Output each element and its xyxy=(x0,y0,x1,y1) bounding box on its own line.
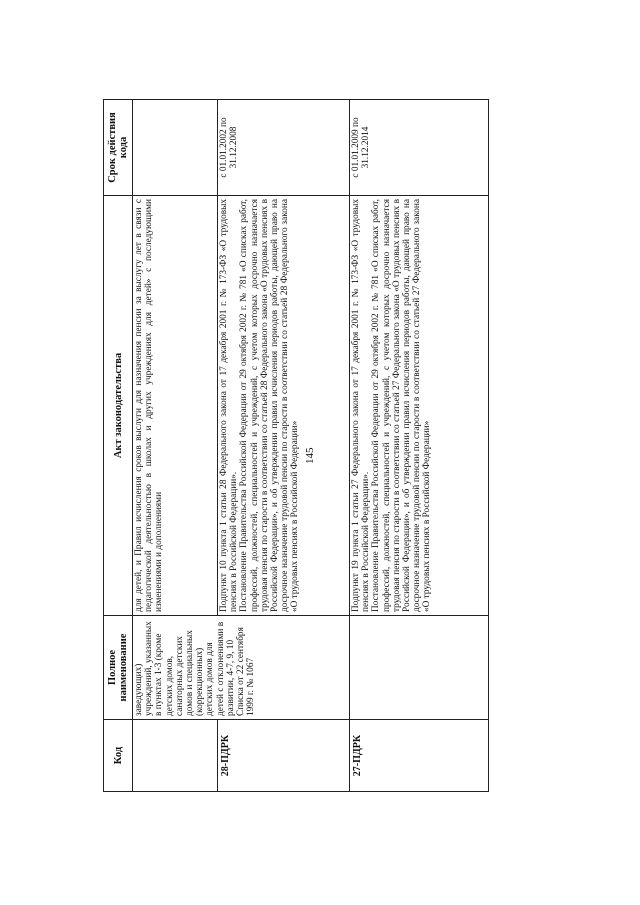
act-cell xyxy=(218,196,350,616)
code-cell: 27-ПДРК xyxy=(350,720,489,792)
header-period: Срок действия кода xyxy=(104,100,133,196)
header-code: Код xyxy=(104,720,133,792)
act-paragraph: Постановление Правительства Российской Федерации от 29 октября 2002 г. № 781 «О списках работ, профессий, должностей, специальностей и учреждений, с учетом которых досрочно назначается трудовая пенсия по старости в соответствии со статьей 27 Федерального закона «О трудовых пенсиях в Российской Федерации», и об утверждении правил исчисления периодов работы, дающей право на досрочное назначение трудовой пенсии по старости в соответствии со статьей 27 Федерального закона «О трудовых пенсиях в Российской Федерации» xyxy=(371,199,433,612)
legislation-table xyxy=(103,99,489,792)
act-paragraph: для детей, и Правил исчисления сроков выслуги для назначения пенсии за выслугу лет в связи с педагогической деятельностью в школах и других учреждениях для детей» с последующими изменениями и дополнениями xyxy=(134,199,165,612)
act-paragraph: Подпункт 10 пункта 1 статьи 28 Федерального закона от 17 декабря 2001 г. № 173-ФЗ «О трудовых пенсиях в Российской Федерации». xyxy=(219,199,240,612)
header-act: Акт законодательства xyxy=(104,196,133,616)
code-cell: 28-ПДРК xyxy=(218,720,350,792)
act-cell xyxy=(133,196,218,616)
act-paragraph: Постановление Правительства Российской Федерации от 29 октября 2002 г. № 781 «О списках работ, профессий, должностей, специальностей и учреждений, с учетом которых досрочно назначается трудовая пенсия по старости в соответствии со статьей 28 Федерального закона «О трудовых пенсиях в Российской Федерации», и об утверждении правил исчисления периодов работы, дающей право на досрочное назначение трудовой пенсии по старости в соответствии со статьей 28 Федерального закона «О трудовых пенсиях в Российской Федерации» xyxy=(239,199,301,612)
page-number: 145 xyxy=(304,447,316,464)
name-cell xyxy=(350,616,489,720)
period-cell xyxy=(133,100,218,196)
header-name: Полное наименование xyxy=(104,616,133,720)
rotated-table-container xyxy=(103,100,433,792)
act-cell xyxy=(350,196,489,616)
table-row xyxy=(133,100,218,792)
period-cell: с 01.01.2002 по 31.12.2008 xyxy=(218,100,350,196)
period-cell: с 01.01.2009 по 31.12.2014 xyxy=(350,100,489,196)
code-cell xyxy=(133,720,218,792)
name-cell: заведующих) учреждений, указанных в пунктах 1-3 (кроме детских домов, санаторных детских домов и специальных (коррекционных) детских домов для детей с отклонениями в развитии, 4-7, 9, 10 Списка от 22 сентября 1999 г. № 1067 xyxy=(133,616,350,720)
table-header-row xyxy=(104,100,133,792)
act-paragraph: Подпункт 19 пункта 1 статьи 27 Федерального закона от 17 декабря 2001 г. № 173-ФЗ «О трудовых пенсиях в Российской Федерации». xyxy=(351,199,372,612)
table-row xyxy=(350,100,489,792)
